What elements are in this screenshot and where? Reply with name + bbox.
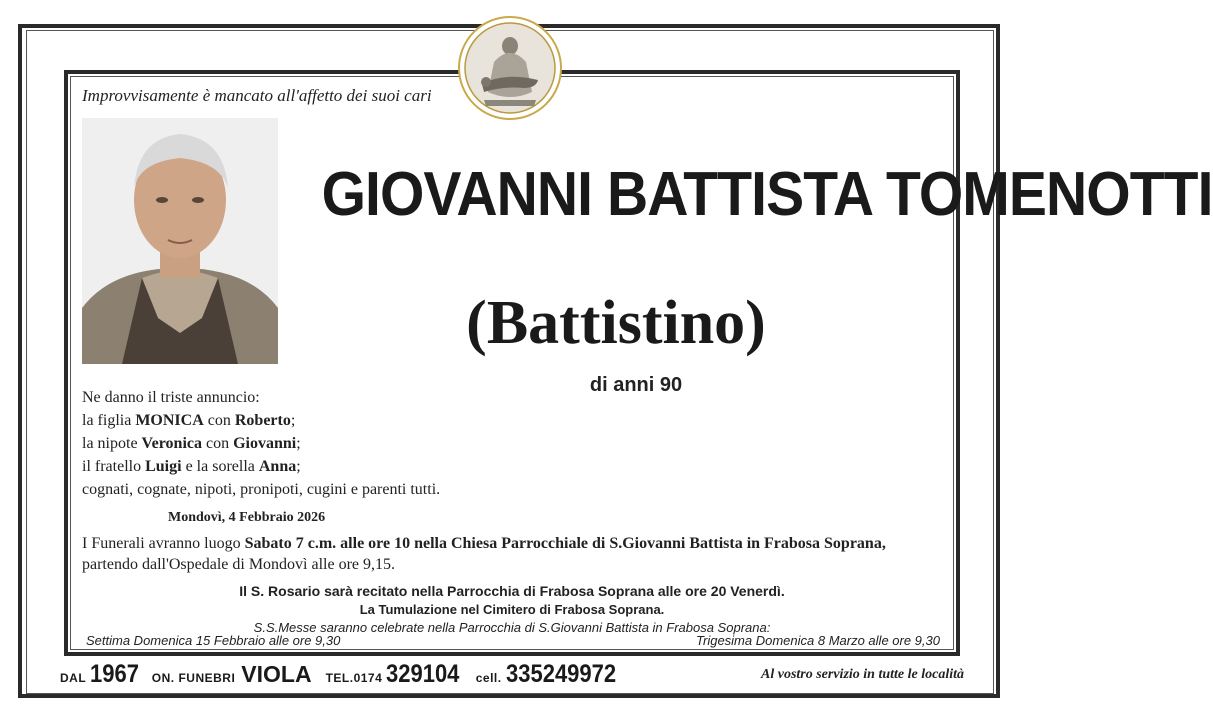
footer-company: VIOLA [241,661,312,687]
funeral-home-footer [60,660,637,688]
funeral-details: I Funerali avranno luogo Sabato 7 c.m. alle ore 10 nella Chiesa Parrocchiale di S.Giovanni Battista in Frabosa Soprana, partendo dall'Ospedale di Mondovì alle ore 9,15. [82,535,886,573]
mass-trigesima: Trigesima Domenica 8 Marzo alle ore 9,30 [696,633,940,648]
rosary-notice: Il S. Rosario sarà recitato nella Parrocchia di Frabosa Soprana alle ore 20 Venerdì. [239,583,785,599]
portrait-photo [82,118,278,364]
footer-tel: 329104 [386,660,460,688]
intro-text: Improvvisamente è mancato all'affetto dei suoi cari [82,86,432,105]
pieta-medallion-icon [458,16,562,120]
footer-onoranze: ON. FUNEBRI [151,671,236,685]
deceased-age: di anni 90 [589,374,683,396]
announcement-line: la nipote Veronica con Giovanni; [82,435,301,452]
footer-cell: 335249972 [505,660,616,688]
burial-notice: La Tumulazione nel Cimitero di Frabosa Soprana. [359,602,665,617]
place-date: Mondovì, 4 Febbraio 2026 [168,510,326,525]
footer-dal: DAL [60,671,87,685]
masses-notice: S.S.Messe saranno celebrate nella Parrocchia di S.Giovanni Battista in Frabosa Soprana: [253,620,771,635]
footer-year: 1967 [90,660,140,688]
announcement-block [82,386,440,501]
footer-slogan: Al vostro servizio in tutte le località [761,667,964,682]
announcement-line: Ne danno il triste annuncio: [82,389,260,406]
footer-cell-label: cell. [475,671,502,685]
mass-settima: Settima Domenica 15 Febbraio alle ore 9,30 [86,633,341,648]
footer-tel-label: TEL.0174 [325,671,383,685]
announcement-line: cognati, cognate, nipoti, pronipoti, cugini e parenti tutti. [82,481,441,498]
deceased-nickname: (Battistino) [466,289,766,357]
announcement-line: la figlia MONICA con Roberto; [82,412,296,429]
announcement-line: il fratello Luigi e la sorella Anna; [82,458,301,475]
deceased-name: GIOVANNI BATTISTA TOMENOTTI [321,160,1213,229]
